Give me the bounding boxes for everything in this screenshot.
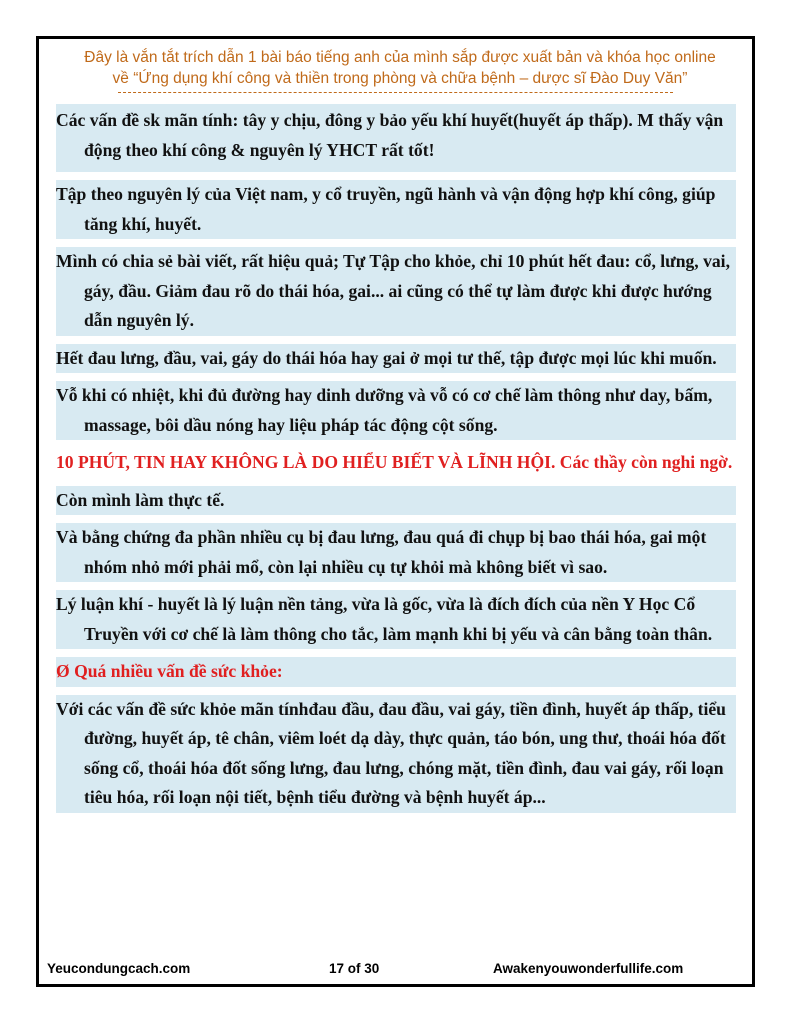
paragraph-chronic-issues: Các vấn đề sk mãn tính: tây y chịu, đông y bảo yếu khí huyết(huyết áp thấp). M thấy vận động theo khí công & nguyên lý YHCT rất tốt!	[56, 104, 736, 172]
header-line-1: Đây là vắn tắt trích dẫn 1 bài báo tiếng anh của mình sắp được xuất bản và khóa học online	[84, 49, 716, 66]
paragraph-evidence: Và bằng chứng đa phần nhiều cụ bị đau lưng, đau quá đi chụp bị bao thái hóa, gai một nhóm nhỏ mới phải mổ, còn lại nhiều cụ tự khỏi mà không biết vì sao.	[56, 523, 736, 582]
page-footer	[47, 961, 747, 979]
section-heading-health-problems: Ø Quá nhiều vấn đề sức khỏe:	[56, 657, 736, 687]
paragraph-tapping: Vỗ khi có nhiệt, khi đủ đường hay dinh dưỡng và vỗ có cơ chế làm thông như day, bấm, massage, bôi dầu nóng hay liệu pháp tác động cột sống.	[56, 381, 736, 440]
paragraph-qi-blood-theory: Lý luận khí - huyết là lý luận nền tảng, vừa là gốc, vừa là đích đích của nền Y Học Cổ Truyền với cơ chế là làm thông cho tắc, làm mạnh khi bị yếu và cân bằng toàn thân.	[56, 590, 736, 649]
footer-site-right: Awakenyouwonderfullife.com	[493, 961, 684, 976]
footer-site-left: Yeucondungcach.com	[47, 961, 191, 976]
paragraph-practice: Còn mình làm thực tế.	[56, 486, 736, 516]
header-line-2: về “Ứng dụng khí công và thiền trong phòng và chữa bệnh – dược sĩ Đào Duy Văn”	[112, 70, 688, 87]
paragraph-ten-minutes: 10 PHÚT, TIN HAY KHÔNG LÀ DO HIỂU BIẾT VÀ LĨNH HỘI. Các thầy còn nghi ngờ.	[56, 452, 733, 472]
paragraph-pain-relief: Hết đau lưng, đầu, vai, gáy do thái hóa hay gai ở mọi tư thế, tập được mọi lúc khi muốn.	[56, 344, 736, 374]
paragraph-practice-principles: Tập theo nguyên lý của Việt nam, y cổ truyền, ngũ hành và vận động hợp khí công, giúp tăng khí, huyết.	[56, 180, 736, 239]
page-header	[60, 47, 740, 89]
paragraph-health-problem-list: Với các vấn đề sức khỏe mãn tínhđau đầu, đau đầu, vai gáy, tiền đình, huyết áp thấp, tiểu đường, huyết áp, tê chân, viêm loét dạ dày, thực quản, táo bón, ung thư, thoái hóa đốt sống cổ, thoái hóa đốt sống lưng, đau lưng, chóng mặt, tiền đình, đau vai gáy, rối loạn tiêu hóa, rối loạn nội tiết, bệnh tiểu đường và bệnh huyết áp...	[56, 695, 736, 813]
page-number: 17 of 30	[329, 961, 380, 976]
document-body	[56, 104, 736, 813]
header-divider	[118, 92, 673, 93]
paragraph-self-practice: Mình có chia sẻ bài viết, rất hiệu quả; Tự Tập cho khỏe, chỉ 10 phút hết đau: cổ, lưng, vai, gáy, đầu. Giảm đau rõ do thái hóa, gai... ai cũng có thể tự làm được khi được hướng dẫn nguyên lý.	[56, 247, 736, 336]
